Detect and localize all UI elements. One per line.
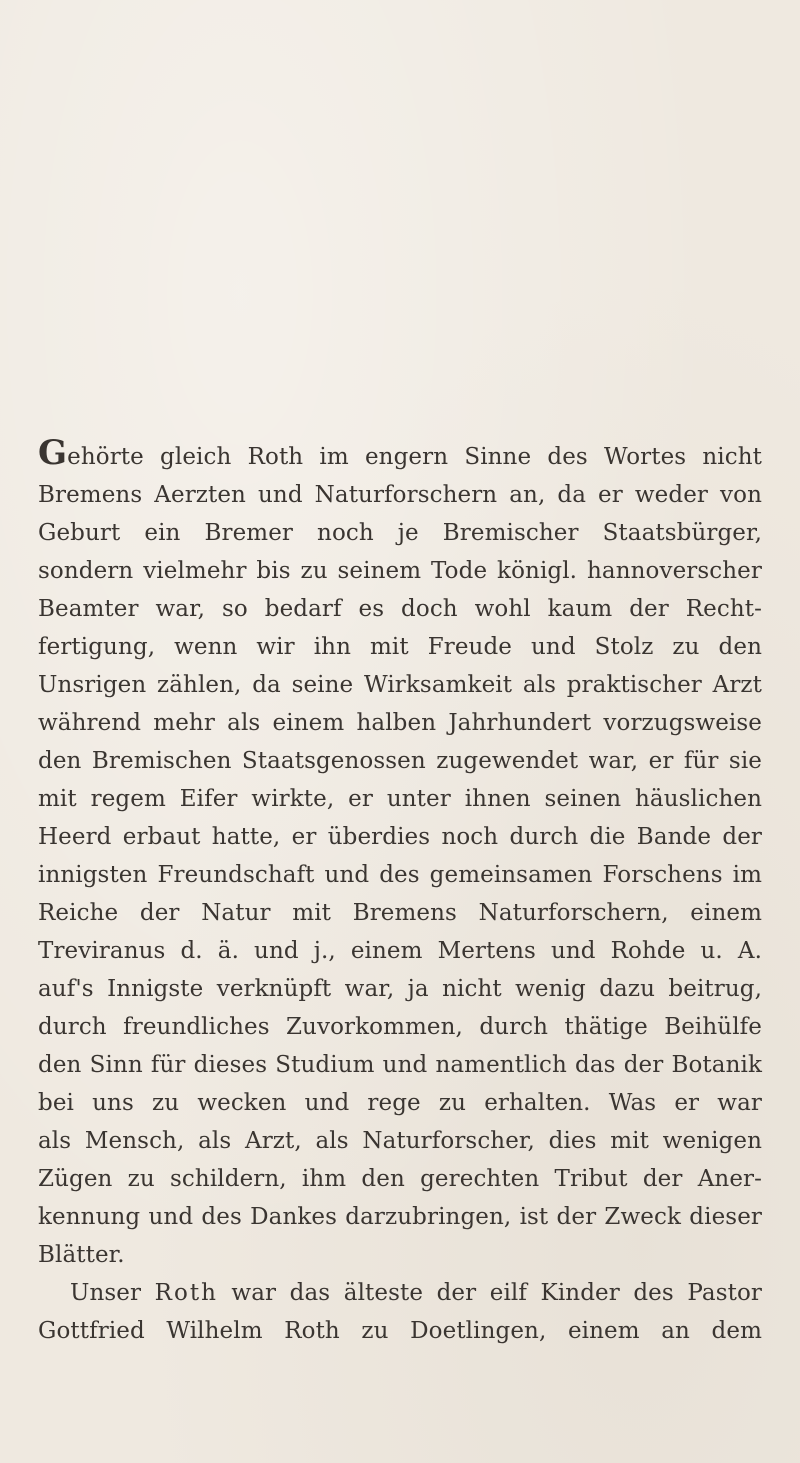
text-line: fertigung, wenn wir ihn mit Freude und Stolz zu den <box>38 634 762 660</box>
text-line: sondern vielmehr bis zu seinem Tode königl. hannoverscher <box>38 558 762 584</box>
spaced-name: Roth <box>154 1280 218 1306</box>
text-line: Unsrigen zählen, da seine Wirksamkeit als praktischer Arzt <box>38 672 762 698</box>
text-line: den Bremischen Staatsgenossen zugewendet war, er für sie <box>38 748 762 774</box>
text-line: Zügen zu schildern, ihm den gerechten Tribut der Aner- <box>38 1166 762 1192</box>
body-text <box>38 433 762 1350</box>
text-line: den Sinn für dieses Studium und namentlich das der Botanik <box>38 1052 762 1078</box>
text-line: auf's Innigste verknüpft war, ja nicht wenig dazu beitrug, <box>38 976 762 1002</box>
text-line: Bremens Aerzten und Naturforschern an, da er weder von <box>38 482 762 508</box>
text-line: während mehr als einem halben Jahrhundert vorzugsweise <box>38 710 762 736</box>
text-line: Gottfried Wilhelm Roth zu Doetlingen, einem an dem <box>38 1318 762 1344</box>
text-line: bei uns zu wecken und rege zu erhalten. Was er war <box>38 1090 762 1116</box>
text-line: Heerd erbaut hatte, er überdies noch durch die Bande der <box>38 824 762 850</box>
text-line: durch freundliches Zuvorkommen, durch thätige Beihülfe <box>38 1014 762 1040</box>
text-line: innigsten Freundschaft und des gemeinsamen Forschens im <box>38 862 762 888</box>
text-line: Gehörte gleich Roth im engern Sinne des Wortes nicht <box>38 433 762 473</box>
text-line: Geburt ein Bremer noch je Bremischer Staatsbürger, <box>38 520 762 546</box>
drop-cap: G <box>38 433 68 473</box>
text-line: als Mensch, als Arzt, als Naturforscher, dies mit wenigen <box>38 1128 762 1154</box>
text-line: Blätter. <box>38 1242 125 1268</box>
text-line: Reiche der Natur mit Bremens Naturforschern, einem <box>38 900 762 926</box>
text-line: mit regem Eifer wirkte, er unter ihnen seinen häuslichen <box>38 786 762 812</box>
text-line: Beamter war, so bedarf es doch wohl kaum der Recht- <box>38 596 762 622</box>
text-line: Unser Roth war das älteste der eilf Kinder des Pastor <box>70 1280 762 1306</box>
text-line: kennung und des Dankes darzubringen, ist der Zweck dieser <box>38 1204 762 1230</box>
text-line: Treviranus d. ä. und j., einem Mertens und Rohde u. A. <box>38 938 762 964</box>
